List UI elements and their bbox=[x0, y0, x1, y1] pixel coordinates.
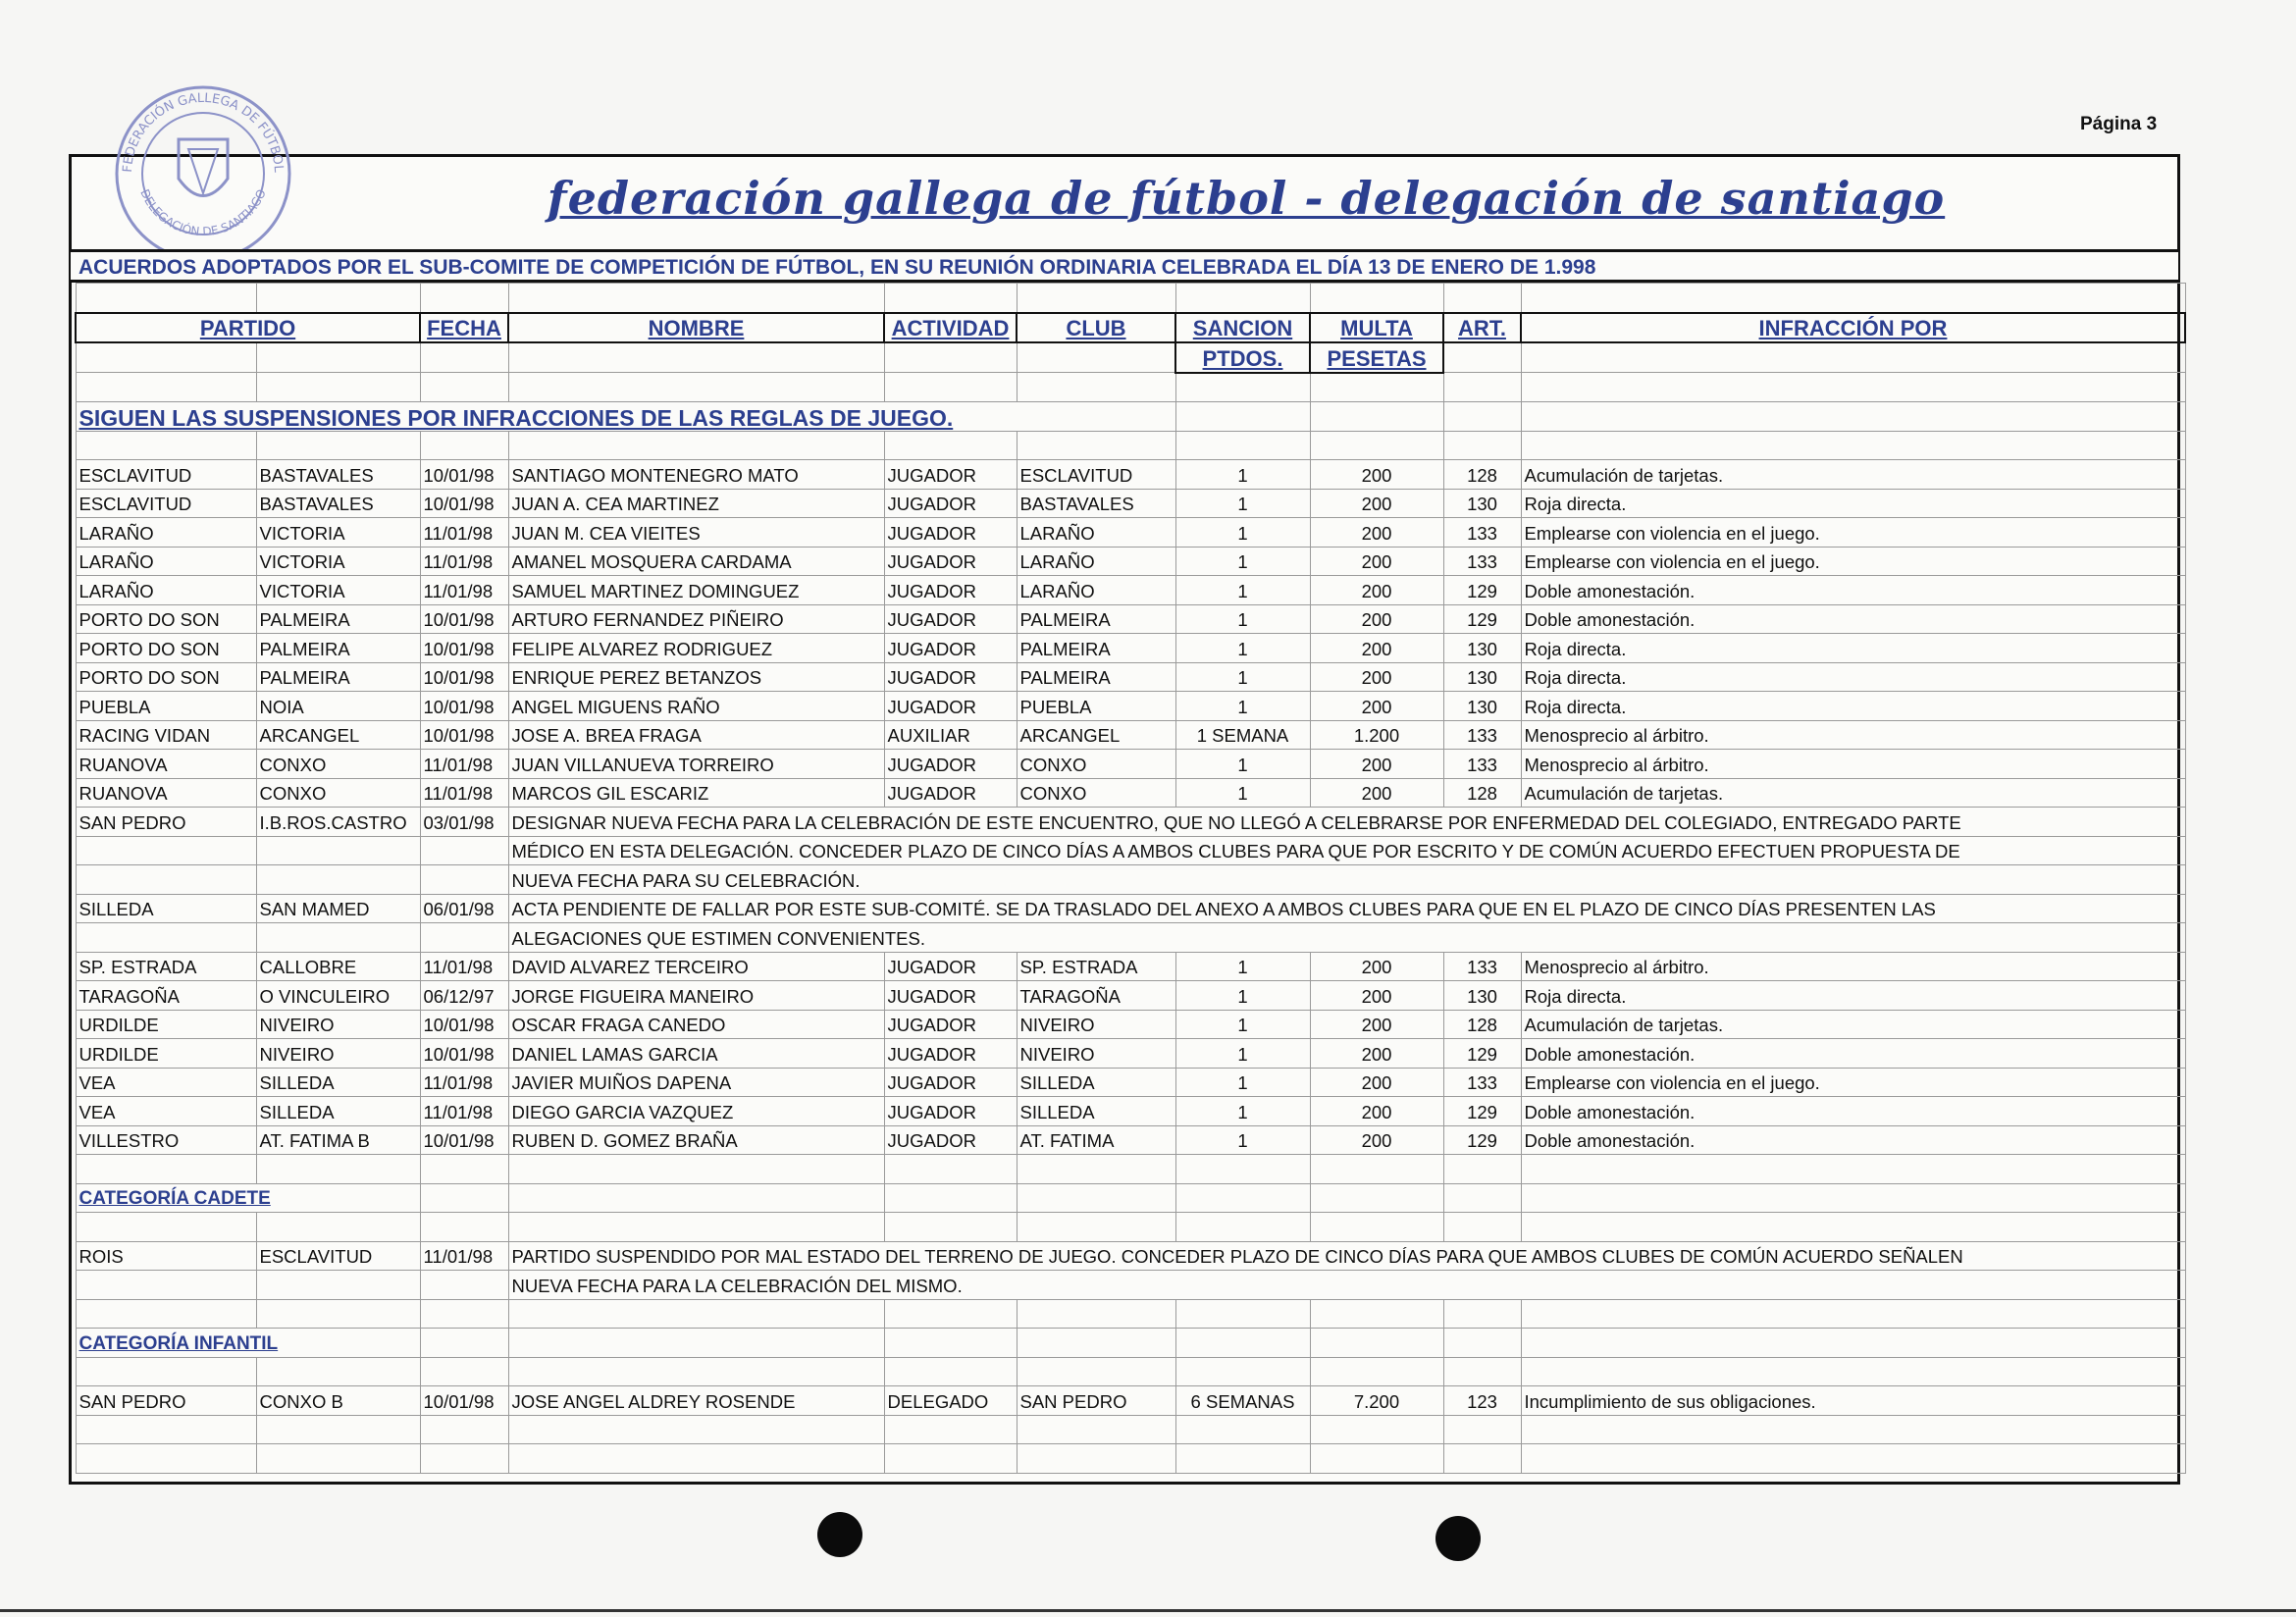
cell-rival: VICTORIA bbox=[256, 518, 420, 548]
cell-club: SAN PEDRO bbox=[1017, 1386, 1175, 1416]
cell-fecha: 11/01/98 bbox=[420, 1097, 508, 1126]
cell-partido: RUANOVA bbox=[76, 778, 256, 808]
cell-rival: AT. FATIMA B bbox=[256, 1125, 420, 1155]
cell-nombre: JOSE A. BREA FRAGA bbox=[508, 720, 884, 750]
cell-rival: BASTAVALES bbox=[256, 460, 420, 490]
cell-club: SILLEDA bbox=[1017, 1097, 1175, 1126]
page-edge bbox=[0, 1609, 2296, 1612]
section-infantil: CATEGORÍA INFANTIL bbox=[76, 1329, 420, 1358]
cell-actividad: JUGADOR bbox=[884, 1039, 1017, 1069]
cell-fecha: 10/01/98 bbox=[420, 1386, 508, 1416]
cell-nombre: DANIEL LAMAS GARCIA bbox=[508, 1039, 884, 1069]
cell-infraccion: Emplearse con violencia en el juego. bbox=[1521, 547, 2185, 576]
cell-fecha: 10/01/98 bbox=[420, 1125, 508, 1155]
cell-nombre: JUAN M. CEA VIEITES bbox=[508, 518, 884, 548]
cell-art: 129 bbox=[1443, 576, 1521, 605]
cell-nombre: JUAN A. CEA MARTINEZ bbox=[508, 489, 884, 518]
cell-nombre: JOSE ANGEL ALDREY ROSENDE bbox=[508, 1386, 884, 1416]
cell-multa: 1.200 bbox=[1310, 720, 1443, 750]
cell-art: 129 bbox=[1443, 1039, 1521, 1069]
header-multa-pesetas: PESETAS bbox=[1310, 342, 1443, 373]
seal-text-bottom: DELEGACIÓN DE SANTIAGO bbox=[137, 186, 269, 239]
table-row bbox=[76, 1125, 2185, 1155]
cell-art: 133 bbox=[1443, 750, 1521, 779]
cell-partido: LARAÑO bbox=[76, 547, 256, 576]
cell-partido: ROIS bbox=[76, 1241, 256, 1271]
cell-actividad: JUGADOR bbox=[884, 662, 1017, 692]
cell-partido: LARAÑO bbox=[76, 518, 256, 548]
cell-club: SILLEDA bbox=[1017, 1068, 1175, 1097]
cell-sancion: 1 bbox=[1175, 576, 1310, 605]
svg-text:FEDERACIÓN GALLEGA DE FÚTBOL bbox=[121, 91, 286, 174]
cell-actividad: JUGADOR bbox=[884, 1125, 1017, 1155]
table-row bbox=[76, 808, 2185, 837]
cell-sancion: 1 bbox=[1175, 547, 1310, 576]
cell-sancion: 1 bbox=[1175, 662, 1310, 692]
cell-fecha: 10/01/98 bbox=[420, 1039, 508, 1069]
section-cadete: CATEGORÍA CADETE bbox=[76, 1183, 420, 1213]
cell-multa: 200 bbox=[1310, 1068, 1443, 1097]
header-multa: MULTA bbox=[1310, 313, 1443, 343]
cell-sancion: 1 bbox=[1175, 489, 1310, 518]
cell-partido: PUEBLA bbox=[76, 692, 256, 721]
cell-rival: O VINCULEIRO bbox=[256, 981, 420, 1011]
cell-club: NIVEIRO bbox=[1017, 1010, 1175, 1039]
header-nombre: NOMBRE bbox=[508, 313, 884, 343]
cell-rival: CONXO bbox=[256, 778, 420, 808]
note-line: ALEGACIONES QUE ESTIMEN CONVENIENTES. bbox=[508, 923, 2185, 953]
cell-infraccion: Doble amonestación. bbox=[1521, 576, 2185, 605]
cell-art: 128 bbox=[1443, 1010, 1521, 1039]
cell-club: PALMEIRA bbox=[1017, 662, 1175, 692]
header-infraccion: INFRACCIÓN POR bbox=[1521, 313, 2185, 343]
cell-partido: RUANOVA bbox=[76, 750, 256, 779]
cell-sancion: 1 bbox=[1175, 692, 1310, 721]
cell-sancion: 1 bbox=[1175, 1097, 1310, 1126]
cell-sancion: 1 SEMANA bbox=[1175, 720, 1310, 750]
cell-infraccion: Doble amonestación. bbox=[1521, 604, 2185, 634]
cell-infraccion: Menosprecio al árbitro. bbox=[1521, 750, 2185, 779]
header-art: ART. bbox=[1443, 313, 1521, 343]
cell-rival: VICTORIA bbox=[256, 547, 420, 576]
cell-sancion: 1 bbox=[1175, 1039, 1310, 1069]
header-fecha: FECHA bbox=[420, 313, 508, 343]
page-number: Página 3 bbox=[2080, 114, 2158, 134]
table-row bbox=[76, 981, 2185, 1011]
cell-club: ESCLAVITUD bbox=[1017, 460, 1175, 490]
cell-fecha: 11/01/98 bbox=[420, 1068, 508, 1097]
cell-club: LARAÑO bbox=[1017, 547, 1175, 576]
cell-art: 128 bbox=[1443, 778, 1521, 808]
cell-partido: URDILDE bbox=[76, 1039, 256, 1069]
cell-fecha: 10/01/98 bbox=[420, 634, 508, 663]
cell-club: TARAGOÑA bbox=[1017, 981, 1175, 1011]
cell-art: 133 bbox=[1443, 720, 1521, 750]
cell-actividad: JUGADOR bbox=[884, 547, 1017, 576]
cell-actividad: JUGADOR bbox=[884, 1068, 1017, 1097]
cell-partido: PORTO DO SON bbox=[76, 634, 256, 663]
note-line: ACTA PENDIENTE DE FALLAR POR ESTE SUB-COMITÉ. SE DA TRASLADO DEL ANEXO A AMBOS CLUBES PARA QUE EN EL PLAZO DE CINCO DÍAS PRESENTEN LAS bbox=[508, 894, 2185, 923]
cell-partido: VEA bbox=[76, 1097, 256, 1126]
table-row bbox=[76, 662, 2185, 692]
cell-infraccion: Menosprecio al árbitro. bbox=[1521, 952, 2185, 981]
document-subtitle: ACUERDOS ADOPTADOS POR EL SUB-COMITE DE COMPETICIÓN DE FÚTBOL, EN SU REUNIÓN ORDINARIA CELEBRADA EL DÍA 13 DE ENERO DE 1.998 bbox=[71, 249, 2178, 283]
cell-sancion: 1 bbox=[1175, 981, 1310, 1011]
cell-rival: PALMEIRA bbox=[256, 634, 420, 663]
cell-club: LARAÑO bbox=[1017, 576, 1175, 605]
table-row bbox=[76, 1386, 2185, 1416]
sanctions-table bbox=[75, 283, 2186, 1474]
cell-rival: CONXO B bbox=[256, 1386, 420, 1416]
document-title: federación gallega de fútbol - delegación de santiago bbox=[547, 172, 1946, 225]
cell-fecha: 11/01/98 bbox=[420, 778, 508, 808]
cell-club: CONXO bbox=[1017, 750, 1175, 779]
cell-fecha: 11/01/98 bbox=[420, 1241, 508, 1271]
cell-infraccion: Roja directa. bbox=[1521, 489, 2185, 518]
table-row bbox=[76, 720, 2185, 750]
cell-fecha: 11/01/98 bbox=[420, 576, 508, 605]
cell-multa: 200 bbox=[1310, 1125, 1443, 1155]
cell-sancion: 1 bbox=[1175, 634, 1310, 663]
cell-actividad: JUGADOR bbox=[884, 952, 1017, 981]
cell-fecha: 11/01/98 bbox=[420, 750, 508, 779]
cell-nombre: ANGEL MIGUENS RAÑO bbox=[508, 692, 884, 721]
cell-infraccion: Emplearse con violencia en el juego. bbox=[1521, 518, 2185, 548]
cell-multa: 200 bbox=[1310, 662, 1443, 692]
cell-sancion: 1 bbox=[1175, 750, 1310, 779]
cell-partido: SAN PEDRO bbox=[76, 808, 256, 837]
cell-infraccion: Roja directa. bbox=[1521, 662, 2185, 692]
cell-sancion: 1 bbox=[1175, 1125, 1310, 1155]
table-row bbox=[76, 489, 2185, 518]
cell-club: LARAÑO bbox=[1017, 518, 1175, 548]
header-club: CLUB bbox=[1017, 313, 1175, 343]
cell-multa: 200 bbox=[1310, 778, 1443, 808]
cell-actividad: JUGADOR bbox=[884, 489, 1017, 518]
cell-rival: SILLEDA bbox=[256, 1068, 420, 1097]
cell-sancion: 1 bbox=[1175, 1010, 1310, 1039]
cell-nombre: JORGE FIGUEIRA MANEIRO bbox=[508, 981, 884, 1011]
cell-fecha: 06/01/98 bbox=[420, 894, 508, 923]
cell-partido: TARAGOÑA bbox=[76, 981, 256, 1011]
table-row bbox=[76, 547, 2185, 576]
cell-multa: 200 bbox=[1310, 952, 1443, 981]
cell-nombre: FELIPE ALVAREZ RODRIGUEZ bbox=[508, 634, 884, 663]
table-row bbox=[76, 604, 2185, 634]
cell-partido: PORTO DO SON bbox=[76, 604, 256, 634]
cell-fecha: 10/01/98 bbox=[420, 460, 508, 490]
cell-rival: ARCANGEL bbox=[256, 720, 420, 750]
cell-art: 129 bbox=[1443, 604, 1521, 634]
cell-partido: SAN PEDRO bbox=[76, 1386, 256, 1416]
table-row bbox=[76, 460, 2185, 490]
cell-fecha: 10/01/98 bbox=[420, 662, 508, 692]
cell-rival: BASTAVALES bbox=[256, 489, 420, 518]
cell-art: 133 bbox=[1443, 547, 1521, 576]
cell-club: PALMEIRA bbox=[1017, 604, 1175, 634]
cell-infraccion: Doble amonestación. bbox=[1521, 1039, 2185, 1069]
cell-multa: 200 bbox=[1310, 1097, 1443, 1126]
cell-sancion: 1 bbox=[1175, 952, 1310, 981]
table-row bbox=[76, 634, 2185, 663]
cell-multa: 200 bbox=[1310, 460, 1443, 490]
table-row bbox=[76, 1097, 2185, 1126]
cell-art: 128 bbox=[1443, 460, 1521, 490]
header-actividad: ACTIVIDAD bbox=[884, 313, 1017, 343]
cell-multa: 200 bbox=[1310, 634, 1443, 663]
cell-partido: PORTO DO SON bbox=[76, 662, 256, 692]
cell-fecha: 10/01/98 bbox=[420, 604, 508, 634]
cell-infraccion: Doble amonestación. bbox=[1521, 1125, 2185, 1155]
cell-nombre: ARTURO FERNANDEZ PIÑEIRO bbox=[508, 604, 884, 634]
cell-infraccion: Emplearse con violencia en el juego. bbox=[1521, 1068, 2185, 1097]
cell-multa: 7.200 bbox=[1310, 1386, 1443, 1416]
cell-fecha: 11/01/98 bbox=[420, 518, 508, 548]
cell-multa: 200 bbox=[1310, 981, 1443, 1011]
cell-nombre: JAVIER MUIÑOS DAPENA bbox=[508, 1068, 884, 1097]
cell-rival: CONXO bbox=[256, 750, 420, 779]
cell-art: 130 bbox=[1443, 692, 1521, 721]
cell-fecha: 10/01/98 bbox=[420, 1010, 508, 1039]
cell-rival: ESCLAVITUD bbox=[256, 1241, 420, 1271]
cell-nombre: RUBEN D. GOMEZ BRAÑA bbox=[508, 1125, 884, 1155]
cell-rival: I.B.ROS.CASTRO bbox=[256, 808, 420, 837]
note-line: NUEVA FECHA PARA SU CELEBRACIÓN. bbox=[508, 865, 2185, 895]
cell-actividad: JUGADOR bbox=[884, 604, 1017, 634]
cell-club: CONXO bbox=[1017, 778, 1175, 808]
cell-partido: SP. ESTRADA bbox=[76, 952, 256, 981]
cell-club: ARCANGEL bbox=[1017, 720, 1175, 750]
cell-art: 129 bbox=[1443, 1125, 1521, 1155]
cell-fecha: 10/01/98 bbox=[420, 489, 508, 518]
cell-nombre: DAVID ALVAREZ TERCEIRO bbox=[508, 952, 884, 981]
punch-hole-right bbox=[1435, 1516, 1481, 1561]
cell-partido: LARAÑO bbox=[76, 576, 256, 605]
cell-infraccion: Menosprecio al árbitro. bbox=[1521, 720, 2185, 750]
cell-sancion: 6 SEMANAS bbox=[1175, 1386, 1310, 1416]
cell-infraccion: Acumulación de tarjetas. bbox=[1521, 460, 2185, 490]
cell-fecha: 11/01/98 bbox=[420, 547, 508, 576]
header-sancion-ptdos: PTDOS. bbox=[1175, 342, 1310, 373]
table-row bbox=[76, 952, 2185, 981]
cell-infraccion: Acumulación de tarjetas. bbox=[1521, 778, 2185, 808]
cell-art: 133 bbox=[1443, 518, 1521, 548]
cell-fecha: 06/12/97 bbox=[420, 981, 508, 1011]
table-row bbox=[76, 1039, 2185, 1069]
cell-club: BASTAVALES bbox=[1017, 489, 1175, 518]
cell-fecha: 10/01/98 bbox=[420, 692, 508, 721]
cell-rival: VICTORIA bbox=[256, 576, 420, 605]
cell-actividad: AUXILIAR bbox=[884, 720, 1017, 750]
cell-club: SP. ESTRADA bbox=[1017, 952, 1175, 981]
cell-actividad: JUGADOR bbox=[884, 1010, 1017, 1039]
cell-art: 130 bbox=[1443, 981, 1521, 1011]
cell-nombre: OSCAR FRAGA CANEDO bbox=[508, 1010, 884, 1039]
header-row bbox=[76, 313, 2185, 343]
cell-nombre: SAMUEL MARTINEZ DOMINGUEZ bbox=[508, 576, 884, 605]
cell-club: AT. FATIMA bbox=[1017, 1125, 1175, 1155]
cell-multa: 200 bbox=[1310, 750, 1443, 779]
cell-nombre: JUAN VILLANUEVA TORREIRO bbox=[508, 750, 884, 779]
cell-partido: ESCLAVITUD bbox=[76, 460, 256, 490]
cell-nombre: MARCOS GIL ESCARIZ bbox=[508, 778, 884, 808]
cell-actividad: JUGADOR bbox=[884, 1097, 1017, 1126]
cell-art: 130 bbox=[1443, 662, 1521, 692]
note-line: PARTIDO SUSPENDIDO POR MAL ESTADO DEL TERRENO DE JUEGO. CONCEDER PLAZO DE CINCO DÍAS PARA QUE AMBOS CLUBES DE COMÚN ACUERDO SEÑALEN bbox=[508, 1241, 2185, 1271]
table-row bbox=[76, 1241, 2185, 1271]
cell-multa: 200 bbox=[1310, 604, 1443, 634]
cell-rival: SILLEDA bbox=[256, 1097, 420, 1126]
cell-partido: RACING VIDAN bbox=[76, 720, 256, 750]
cell-art: 130 bbox=[1443, 634, 1521, 663]
table-row bbox=[76, 1068, 2185, 1097]
cell-infraccion: Doble amonestación. bbox=[1521, 1097, 2185, 1126]
cell-art: 130 bbox=[1443, 489, 1521, 518]
cell-partido: SILLEDA bbox=[76, 894, 256, 923]
cell-rival: NOIA bbox=[256, 692, 420, 721]
cell-infraccion: Roja directa. bbox=[1521, 981, 2185, 1011]
cell-actividad: JUGADOR bbox=[884, 692, 1017, 721]
table-row bbox=[76, 518, 2185, 548]
cell-rival: CALLOBRE bbox=[256, 952, 420, 981]
cell-club: NIVEIRO bbox=[1017, 1039, 1175, 1069]
header-row-2 bbox=[76, 342, 2185, 373]
cell-actividad: JUGADOR bbox=[884, 576, 1017, 605]
cell-rival: PALMEIRA bbox=[256, 662, 420, 692]
cell-infraccion: Roja directa. bbox=[1521, 634, 2185, 663]
table-row bbox=[76, 894, 2185, 923]
cell-multa: 200 bbox=[1310, 489, 1443, 518]
cell-nombre: DIEGO GARCIA VAZQUEZ bbox=[508, 1097, 884, 1126]
cell-fecha: 11/01/98 bbox=[420, 952, 508, 981]
cell-sancion: 1 bbox=[1175, 518, 1310, 548]
cell-nombre: SANTIAGO MONTENEGRO MATO bbox=[508, 460, 884, 490]
cell-actividad: JUGADOR bbox=[884, 518, 1017, 548]
cell-sancion: 1 bbox=[1175, 460, 1310, 490]
cell-infraccion: Incumplimiento de sus obligaciones. bbox=[1521, 1386, 2185, 1416]
cell-multa: 200 bbox=[1310, 1010, 1443, 1039]
cell-sancion: 1 bbox=[1175, 1068, 1310, 1097]
cell-multa: 200 bbox=[1310, 692, 1443, 721]
federation-seal-icon bbox=[110, 80, 296, 267]
cell-art: 133 bbox=[1443, 1068, 1521, 1097]
cell-multa: 200 bbox=[1310, 518, 1443, 548]
cell-fecha: 10/01/98 bbox=[420, 720, 508, 750]
cell-partido: VEA bbox=[76, 1068, 256, 1097]
cell-nombre: ENRIQUE PEREZ BETANZOS bbox=[508, 662, 884, 692]
cell-partido: ESCLAVITUD bbox=[76, 489, 256, 518]
header-partido: PARTIDO bbox=[76, 313, 420, 343]
cell-partido: VILLESTRO bbox=[76, 1125, 256, 1155]
header-sancion: SANCION bbox=[1175, 313, 1310, 343]
cell-art: 133 bbox=[1443, 952, 1521, 981]
cell-sancion: 1 bbox=[1175, 604, 1310, 634]
table-row bbox=[76, 576, 2185, 605]
cell-rival: NIVEIRO bbox=[256, 1010, 420, 1039]
cell-art: 123 bbox=[1443, 1386, 1521, 1416]
cell-fecha: 03/01/98 bbox=[420, 808, 508, 837]
note-line: DESIGNAR NUEVA FECHA PARA LA CELEBRACIÓN DE ESTE ENCUENTRO, QUE NO LLEGÓ A CELEBRARSE POR ENFERMEDAD DEL COLEGIADO, ENTREGADO PARTE bbox=[508, 808, 2185, 837]
cell-actividad: JUGADOR bbox=[884, 981, 1017, 1011]
note-line: NUEVA FECHA PARA LA CELEBRACIÓN DEL MISMO. bbox=[508, 1271, 2185, 1300]
seal-text-top: FEDERACIÓN GALLEGA DE FÚTBOL bbox=[120, 90, 287, 174]
cell-multa: 200 bbox=[1310, 547, 1443, 576]
cell-sancion: 1 bbox=[1175, 778, 1310, 808]
cell-rival: SAN MAMED bbox=[256, 894, 420, 923]
cell-partido: URDILDE bbox=[76, 1010, 256, 1039]
cell-actividad: JUGADOR bbox=[884, 778, 1017, 808]
cell-multa: 200 bbox=[1310, 1039, 1443, 1069]
cell-rival: NIVEIRO bbox=[256, 1039, 420, 1069]
table-row bbox=[76, 778, 2185, 808]
note-line: MÉDICO EN ESTA DELEGACIÓN. CONCEDER PLAZO DE CINCO DÍAS A AMBOS CLUBES PARA QUE POR ESCRITO Y DE COMÚN ACUERDO EFECTUEN PROPUESTA DE bbox=[508, 836, 2185, 865]
cell-actividad: JUGADOR bbox=[884, 634, 1017, 663]
cell-art: 129 bbox=[1443, 1097, 1521, 1126]
cell-actividad: DELEGADO bbox=[884, 1386, 1017, 1416]
cell-actividad: JUGADOR bbox=[884, 460, 1017, 490]
table-row bbox=[76, 750, 2185, 779]
cell-infraccion: Roja directa. bbox=[1521, 692, 2185, 721]
cell-actividad: JUGADOR bbox=[884, 750, 1017, 779]
section-title: SIGUEN LAS SUSPENSIONES POR INFRACCIONES DE LAS REGLAS DE JUEGO. bbox=[76, 402, 1175, 432]
table-row bbox=[76, 1010, 2185, 1039]
punch-hole-left bbox=[817, 1512, 862, 1557]
cell-nombre: AMANEL MOSQUERA CARDAMA bbox=[508, 547, 884, 576]
cell-rival: PALMEIRA bbox=[256, 604, 420, 634]
cell-multa: 200 bbox=[1310, 576, 1443, 605]
cell-club: PUEBLA bbox=[1017, 692, 1175, 721]
cell-infraccion: Acumulación de tarjetas. bbox=[1521, 1010, 2185, 1039]
table-row bbox=[76, 692, 2185, 721]
cell-club: PALMEIRA bbox=[1017, 634, 1175, 663]
